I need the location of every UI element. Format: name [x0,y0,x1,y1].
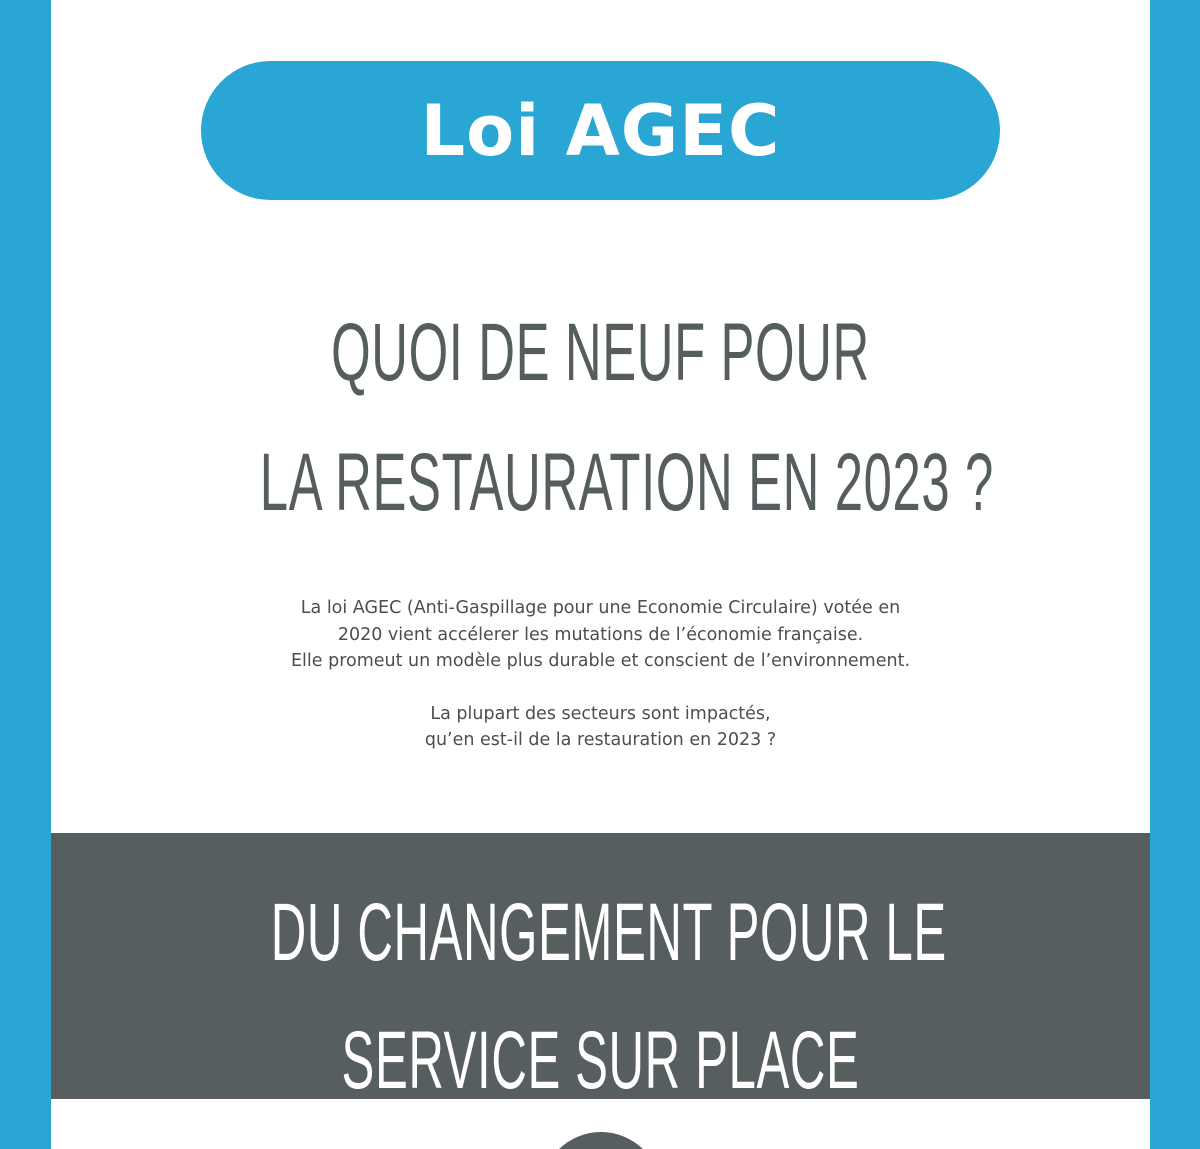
header-pill-label: Loi AGEC [420,89,781,172]
section-title-line-2: SERVICE SUR PLACE [341,1015,860,1106]
decorative-circle [541,1132,661,1149]
intro-line: Elle promeut un modèle plus durable et conscient de l’environnement. [290,651,911,671]
page-title [259,288,994,548]
section-banner [51,833,1150,1106]
paragraph-gap [51,675,1150,701]
section-title [270,869,947,1125]
page-title-line-1: QUOI DE NEUF POUR [331,307,870,398]
intro-line: 2020 vient accélerer les mutations de l’économie française. [337,624,864,645]
intro-line: La plupart des secteurs sont impactés, [430,703,771,724]
page-title-line-2: LA RESTAURATION EN 2023 ? [259,437,994,528]
section-title-line-1: DU CHANGEMENT POUR LE [270,887,947,978]
infographic-page [51,0,1150,1149]
intro-text [51,595,1150,754]
header-pill [201,61,1000,200]
intro-line: qu’en est-il de la restauration en 2023 ? [424,730,777,750]
intro-line: La loi AGEC (Anti-Gaspillage pour une Economie Circulaire) votée en [300,598,901,618]
